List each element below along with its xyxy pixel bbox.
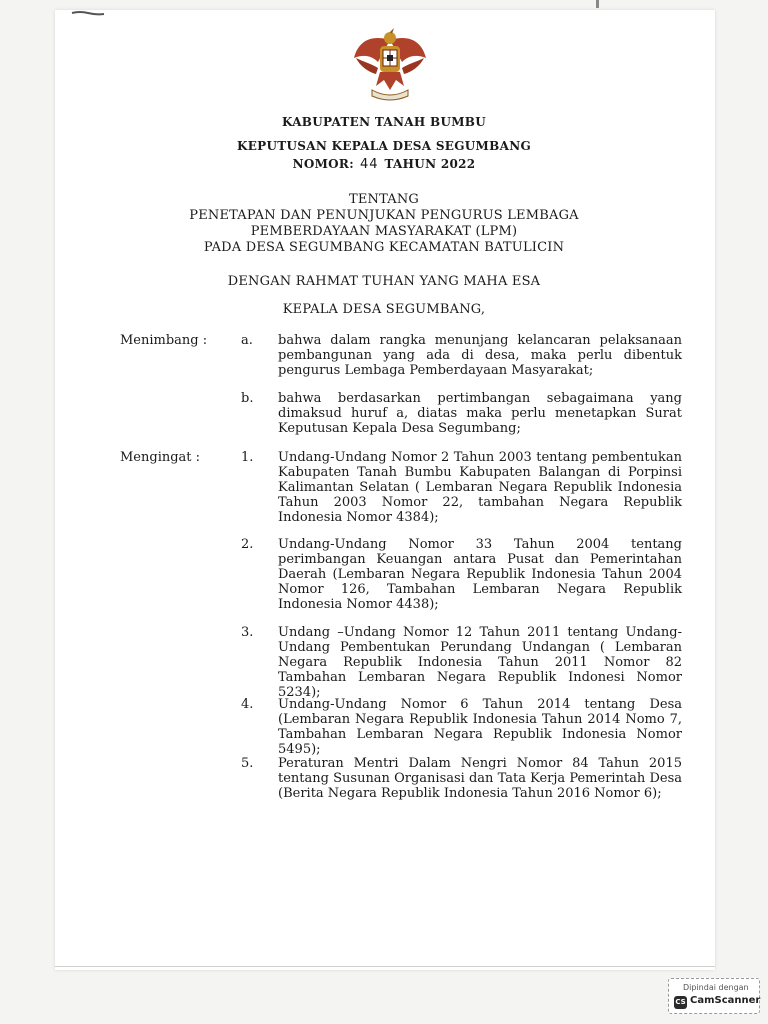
pen-mark [70,10,106,16]
scan-artifact [596,0,599,8]
regency-title: KABUPATEN TANAH BUMBU [281,115,487,129]
list-marker: 5. [241,756,254,771]
year-label: TAHUN 2022 [384,157,476,171]
legal-basis-2-text: Undang-Undang Nomor 33 Tahun 2004 tentang perimbangan Keuangan antara Pusat dan Pemerintahan Daerah (Lembaran Negara Republik Indonesia Tahun 2004 Nomor 126, Tambahan Lembaran Negara Republik Indonesia Nomor 4438); [278,537,682,612]
list-marker: 3. [241,625,254,640]
number-value: 44 [359,157,379,172]
authority-line: KEPALA DESA SEGUMBANG, [282,302,486,317]
about-heading: TENTANG [348,192,420,207]
consideration-a-text: bahwa dalam rangka menunjang kelancaran pelaksanaan pembangunan yang ada di desa, maka perlu dibentuk pengurus Lembaga Pemberdayaan Masyarakat; [278,333,682,378]
legal-basis-4-text: Undang-Undang Nomor 6 Tahun 2014 tentang Desa (Lembaran Negara Republik Indonesia Tahun 2014 Nomo 7, Tambahan Lembaran Negara Republik Indonesia Nomor 5495); [278,697,682,757]
list-marker: a. [241,333,253,348]
list-marker: 1. [241,450,254,465]
decree-title: KEPUTUSAN KEPALA DESA SEGUMBANG [236,139,532,153]
legal-basis-5-text: Peraturan Mentri Dalam Nengri Nomor 84 Tahun 2015 tentang Susunan Organisasi dan Tata Kerja Pemerintah Desa (Berita Negara Republik Indonesia Tahun 2016 Nomor 6); [278,756,682,801]
garuda-emblem-icon [350,28,430,104]
decree-number [0,157,768,172]
legal-basis-1-text: Undang-Undang Nomor 2 Tahun 2003 tentang pembentukan Kabupaten Tanah Bumbu Kabupaten Balangan di Porpinsi Kalimantan Selatan ( Lembaran Negara Republik Indonesia Tahun 2003 Nomor 22, tambahan Negara Republik Indonesia Nomor 4384); [278,450,682,525]
list-marker: b. [241,391,254,406]
subject-line-3: PADA DESA SEGUMBANG KECAMATAN BATULICIN [203,240,565,255]
consideration-b-text: bahwa berdasarkan pertimbangan sebagaimana yang dimaksud huruf a, diatas maka perlu menetapkan Surat Keputusan Kepala Desa Segumbang; [278,391,682,436]
page-bottom-line [55,966,715,967]
scanned-by-label: Dipindai dengan [683,983,749,992]
legal-basis-3-text: Undang –Undang Nomor 12 Tahun 2011 tentang Undang-Undang Pembentukan Perundang Undangan ( Lembaran Negara Republik Indonesia Tahun 2011 Nomor 82 Tambahan Lembaran Negara Republik Indonesi Nomor 5234); [278,625,682,700]
list-marker: 2. [241,537,254,552]
camscanner-logo-icon: CS [674,996,687,1009]
camscanner-badge [668,978,760,1014]
mengingat-label: Mengingat : [120,450,201,465]
blessing-line: DENGAN RAHMAT TUHAN YANG MAHA ESA [227,274,541,289]
subject-line-2: PEMBERDAYAAN MASYARAKAT (LPM) [250,224,518,239]
subject-line-1: PENETAPAN DAN PENUNJUKAN PENGURUS LEMBAGA [189,208,579,223]
list-marker: 4. [241,697,254,712]
camscanner-brand: CamScanner [690,995,761,1006]
number-label: NOMOR: [292,157,354,171]
menimbang-label: Menimbang : [120,333,208,348]
